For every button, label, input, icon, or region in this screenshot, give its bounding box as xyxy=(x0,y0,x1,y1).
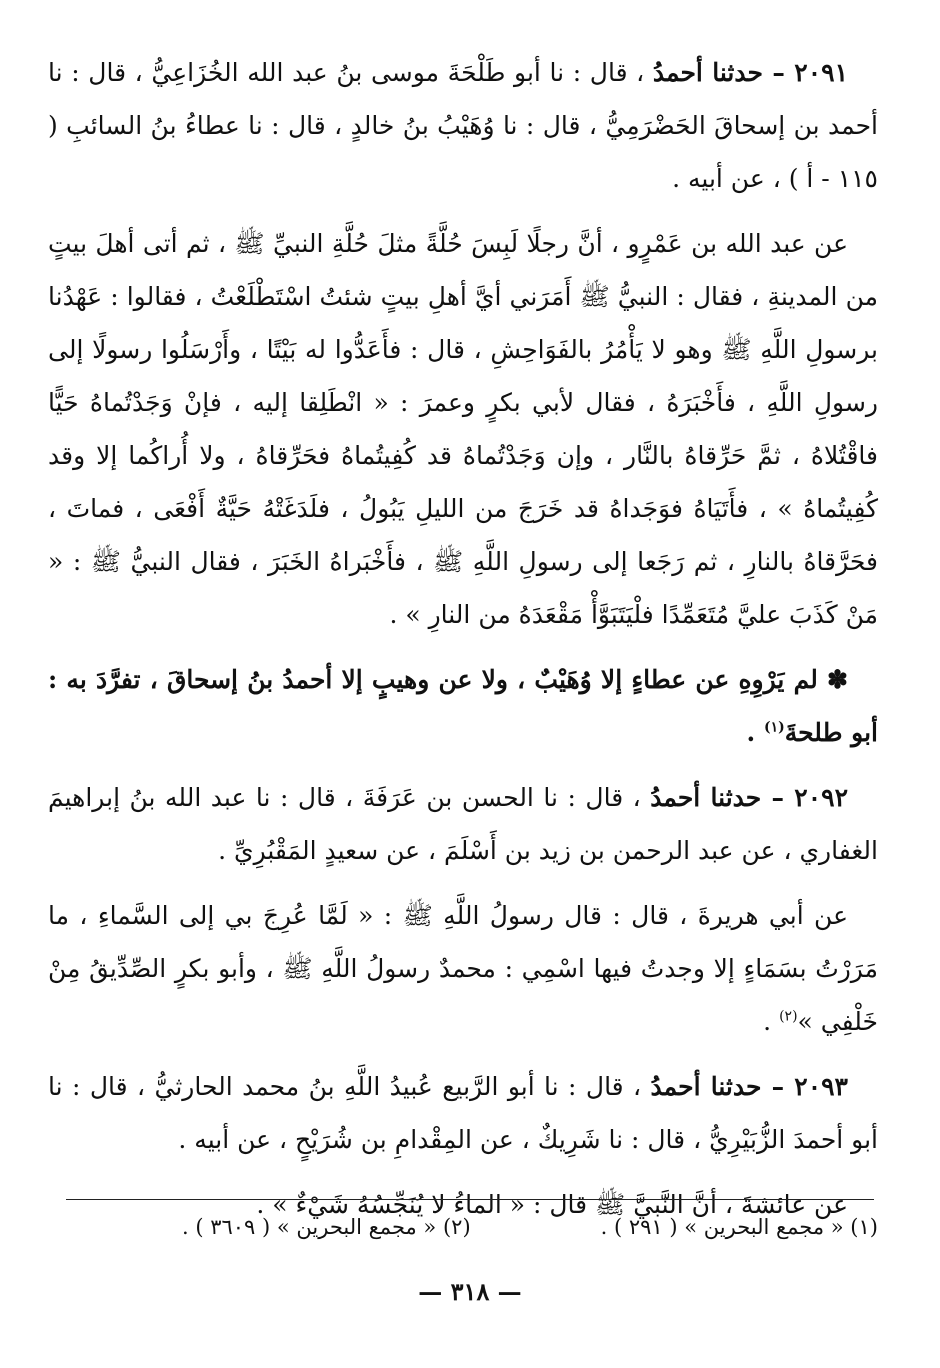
footnote-divider xyxy=(66,1199,874,1200)
hadith-2092-matn xyxy=(48,889,878,1048)
isnad-text: ، قال : نا الحسن بن عَرَفَةَ ، قال : نا عبد الله بنُ إبراهيمَ الغفاري ، عن عبد الرحمن بن زيد بن أَسْلَمَ ، عن سعيدٍ المَقْبُرِيِّ . xyxy=(48,783,878,865)
footnote-2: (٢) « مجمع البحرين » ( ٣٦٠٩ ) . xyxy=(182,1215,471,1239)
number-dash: – xyxy=(761,783,795,812)
note-text: لم يَرْوِهِ عن عطاءٍ إلا وُهَيْبٌ ، ولا عن وهيبٍ إلا أحمدُ بنُ إسحاقَ ، تفرَّدَ به : أبو طلحةَ xyxy=(48,665,878,747)
number-dash: – xyxy=(761,1072,795,1101)
footnote-ref: (٢) xyxy=(779,1008,798,1025)
note-end: . xyxy=(746,718,764,747)
footnote-1: (١) « مجمع البحرين » ( ٢٩١ ) . xyxy=(600,1215,878,1239)
hadith-2093-matn: عن عائشةَ ، أنَّ النَّبيَّ ﷺ قال : « الماءُ لا يُنَجِّسُهُ شَيْءٌ » . xyxy=(256,1190,848,1219)
hadith-number: ٢٠٩١ xyxy=(794,58,848,87)
hadith-2093-isnad xyxy=(48,1060,878,1166)
narration-lead: حدثنا أحمدُ xyxy=(650,1072,762,1101)
matn-end: . xyxy=(763,1007,780,1036)
hadith-number: ٢٠٩٣ xyxy=(794,1072,848,1101)
isnad-text: ، قال : نا أبو الرَّبيع عُبيدُ اللَّهِ بنُ محمد الحارثيُّ ، قال : نا أبو أحمدَ الزُّبَيْرِيُّ ، قال : نا شَرِيكٌ ، عن المِقْدامِ بن شُرَيْحٍ ، عن أبيه . xyxy=(48,1072,878,1154)
narration-lead: حدثنا أحمدُ xyxy=(650,783,762,812)
narration-lead: حدثنا أحمدُ xyxy=(652,58,763,87)
footnote-ref: (١) xyxy=(763,719,785,736)
hadith-2091-note xyxy=(48,653,878,759)
page-body xyxy=(48,46,878,1243)
isnad-text: ، قال : نا أبو طَلْحَةَ موسى بنُ عبد الله الخُزَاعِيُّ ، قال : نا أحمد بن إسحاقَ الحَضْرَمِيُّ ، قال : نا وُهَيْبُ بنُ خالدٍ ، قال : نا عطاءُ بنُ السائبِ ( ١١٥ - أ ) ، عن أبيه . xyxy=(48,58,878,193)
hadith-2091-matn: عن عبد الله بن عَمْرٍو ، أنَّ رجلًا لَبِسَ حُلَّةً مثلَ حُلَّةِ النبيِّ ﷺ ، ثم أتى أهلَ بيتٍ من المدينةِ ، فقال : النبيُّ ﷺ أَمَرَني أيَّ أهلِ بيتٍ شئتُ اسْتَطْلَعْتُ ، فقالوا : عَهْدُنا برسولِ اللَّهِ ﷺ وهو لا يَأْمُرُ بالفَوَاحِشِ ، قال : فأَعَدُّوا له بَيْتًا ، وأَرْسَلُوا رسولًا إلى رسولِ اللَّهِ ، فأَخْبَرَهُ ، فقال لأبي بكرٍ وعمرَ : « انْطَلِقا إليه ، فإنْ وَجَدْتُماهُ حَيًّا فاقْتُلاهُ ، ثمَّ حَرِّقاهُ بالنَّار ، وإن وَجَدْتُماهُ قد كُفِيتُماهُ فحَرِّقاهُ ، ولا أُراكُما إلا وقد كُفِيتُماهُ » ، فأَتَيَاهُ فوَجَداهُ قد خَرَجَ من الليلِ يَبُولُ ، فلَدَغَتْهُ حَيَّةٌ أَفْعَى ، فماتَ ، فحَرَّقاهُ بالنارِ ، ثم رَجَعا إلى رسولِ اللَّهِ ﷺ ، فأَخْبَراهُ الخَبَرَ ، فقال النبيُّ ﷺ : « مَنْ كَذَبَ عليَّ مُتَعَمِّدًا فلْيَتَبَوَّأْ مَقْعَدَهُ من النارِ » . xyxy=(48,229,878,629)
hadith-2092-isnad xyxy=(48,771,878,877)
hadith-2091-isnad xyxy=(48,46,878,205)
page-number: — ٣١٨ — xyxy=(418,1277,522,1306)
footnotes xyxy=(60,1210,878,1244)
number-dash: – xyxy=(762,58,795,87)
star-icon: ✽ xyxy=(827,665,848,694)
matn-text: عن أبي هريرةَ ، قال : قال رسولُ اللَّهِ ﷺ : « لَمَّا عُرِجَ بي إلى السَّماءِ ، ما مَرَرْتُ بسَمَاءٍ إلا وجدتُ فيها اسْمِي : محمدٌ رسولُ اللَّهِ ﷺ ، وأبو بكرٍ الصِّدِّيقُ مِنْ خَلْفِي » xyxy=(48,901,878,1036)
hadith-number: ٢٠٩٢ xyxy=(794,783,849,812)
